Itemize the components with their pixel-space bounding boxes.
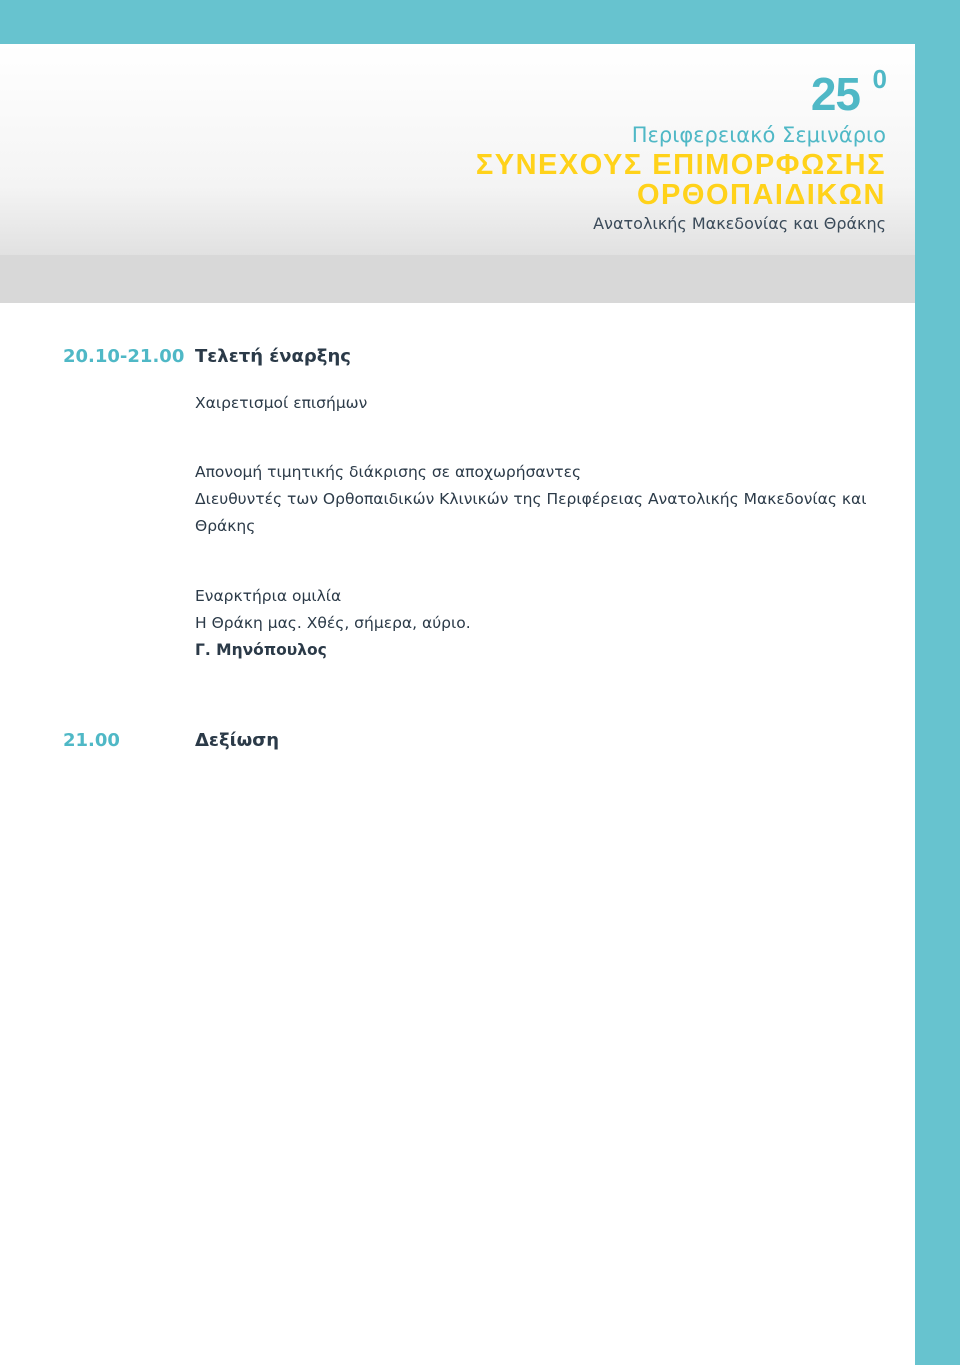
seminar-subtitle: Περιφερειακό Σεμινάριο <box>631 123 886 147</box>
title-line-2: ΟΡΘΟΠΑΙΔΙΚΩΝ <box>637 179 886 211</box>
award-block <box>195 459 885 540</box>
session-2-time: 21.00 <box>63 730 120 751</box>
edition-superscript: 0 <box>872 64 886 94</box>
speech-title: Η Θράκη μας. Χθές, σήμερα, αύριο. <box>195 614 471 632</box>
header-stripe <box>0 255 915 303</box>
award-line-2: Διευθυντές των Ορθοπαιδικών Κλινικών της Περιφέρειας Ανατολικής Μακεδονίας και <box>195 490 867 508</box>
session-1-title: Τελετή έναρξης <box>195 346 351 367</box>
award-line-1: Απονομή τιμητικής διάκρισης σε αποχωρήσαντες <box>195 463 582 481</box>
session-2-title: Δεξίωση <box>195 730 280 751</box>
header-title-block <box>475 64 886 236</box>
edition-number-value: 25 <box>810 68 860 120</box>
edition-number <box>476 64 886 120</box>
right-frame-bar <box>915 0 960 1365</box>
speech-label: Εναρκτήρια ομιλία <box>195 587 342 605</box>
session-1-time: 20.10-21.00 <box>63 346 185 367</box>
region-name: Ανατολικής Μακεδονίας και Θράκης <box>593 214 886 233</box>
greeting-text: Χαιρετισμοί επισήμων <box>195 394 368 412</box>
title-line-1: ΣΥΝΕΧΟΥΣ ΕΠΙΜΟΡΦΩΣΗΣ <box>475 149 886 181</box>
award-line-3: Θράκης <box>195 517 256 535</box>
opening-speech-block <box>195 583 885 664</box>
top-frame-bar <box>0 0 960 44</box>
speaker-name: Γ. Μηνόπουλος <box>195 641 327 659</box>
